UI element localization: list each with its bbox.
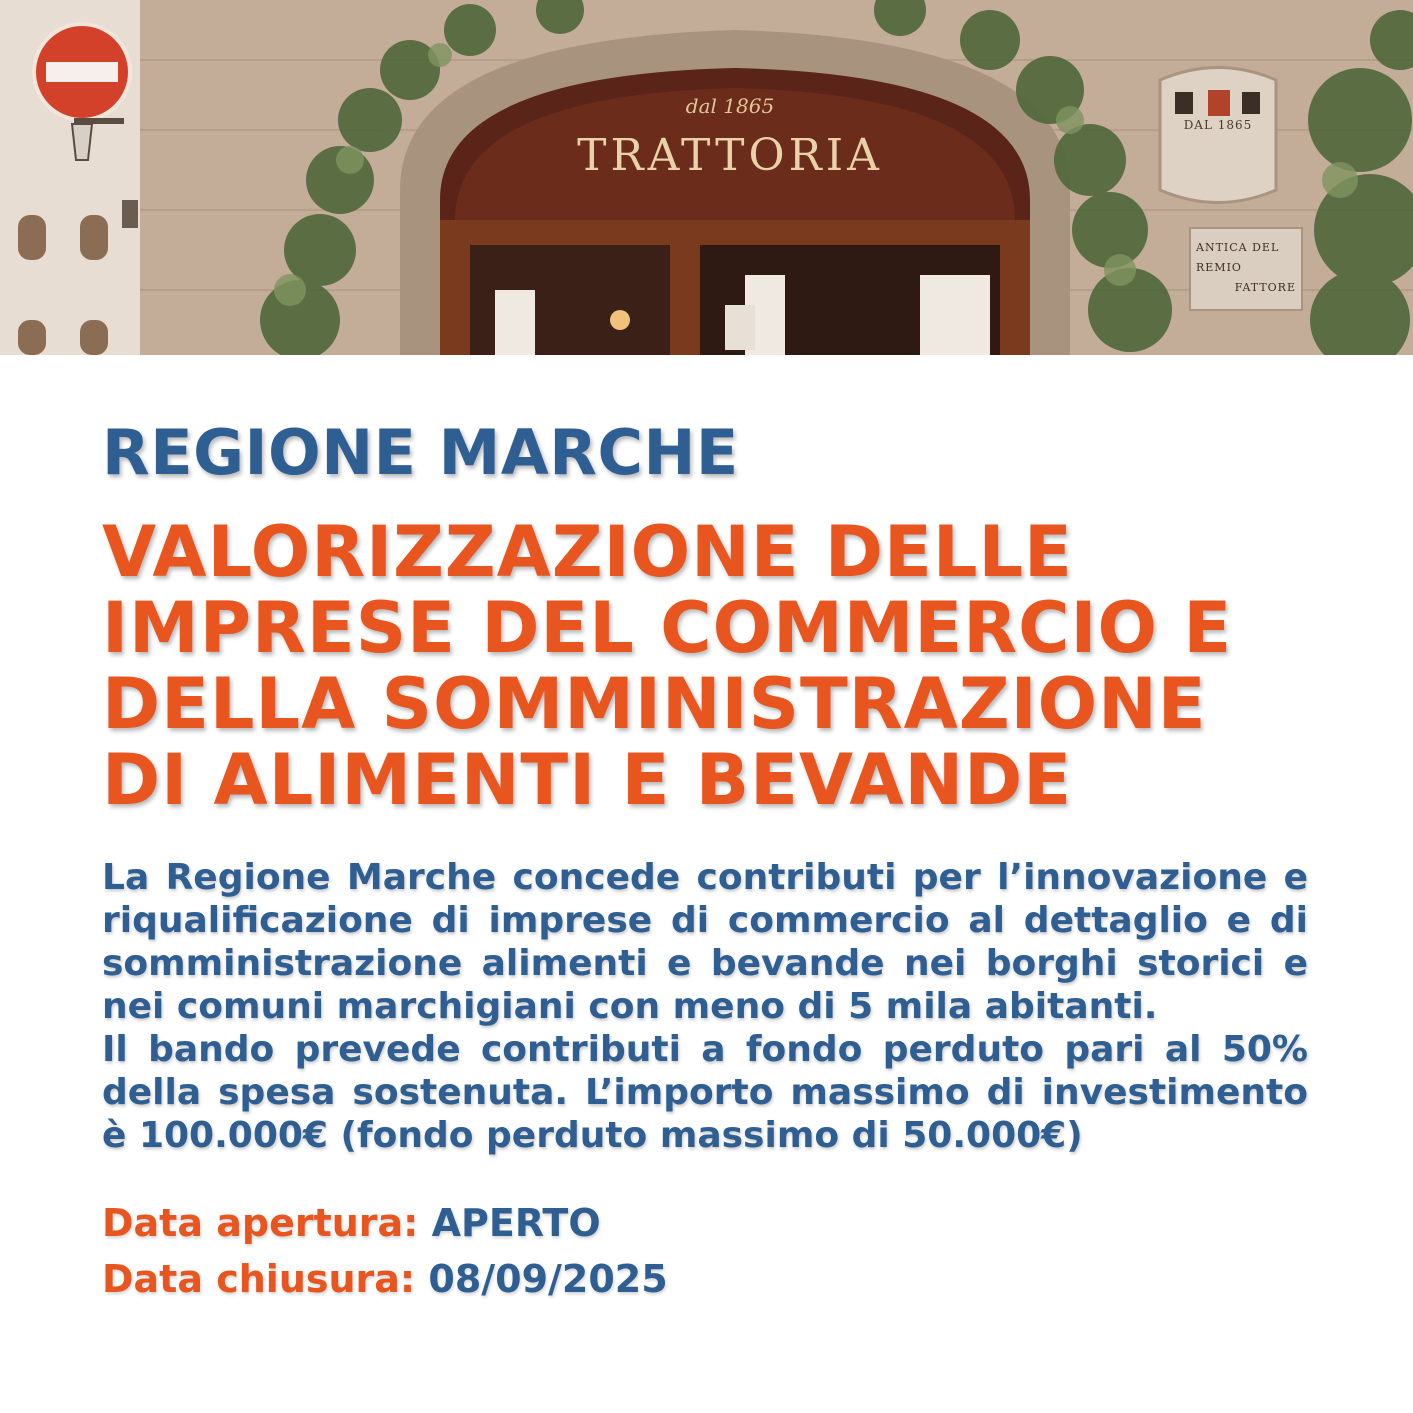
trattoria-sign: TRATTORIA [577, 130, 883, 181]
plaque-date: DAL 1865 [1183, 118, 1253, 132]
sign-subtitle: dal 1865 [685, 94, 775, 118]
description-paragraph-2: Il bando prevede contributi a fondo perduto pari al 50% della spesa sostenuta. L’importo massimo di investimento è 100.000€ (fondo perduto massimo di 50.000€) [102, 1029, 1308, 1156]
description [102, 856, 1308, 1157]
plaque-lines [1196, 238, 1296, 298]
main-content [102, 410, 1308, 1307]
plaque-line: FATTORE [1234, 281, 1296, 294]
plaque-line: ANTICA DEL [1196, 241, 1280, 254]
page-title: VALORIZZAZIONE DELLE IMPRESE DEL COMMERCIO E DELLA SOMMINISTRAZIONE DI ALIMENTI E BEVANDE [102, 511, 1233, 821]
region-heading: REGIONE MARCHE [102, 416, 739, 489]
description-paragraph-1: La Regione Marche concede contributi per l’innovazione e riqualificazione di imprese di commercio al dettaglio e di somministrazione alimenti e bevande nei borghi storici e nei comuni marchigiani con meno di 5 mila abitanti. [102, 857, 1308, 1027]
opening-date-row [102, 1195, 1308, 1251]
closing-date-value: 08/09/2025 [428, 1257, 668, 1301]
dates-block [102, 1195, 1308, 1307]
closing-date-row [102, 1251, 1308, 1307]
plaque-line: REMIO [1196, 261, 1242, 274]
closing-date-label: Data chiusura: [102, 1257, 416, 1301]
hero-photo [0, 0, 1413, 355]
opening-date-label: Data apertura: [102, 1201, 419, 1245]
opening-date-value: APERTO [431, 1201, 601, 1245]
